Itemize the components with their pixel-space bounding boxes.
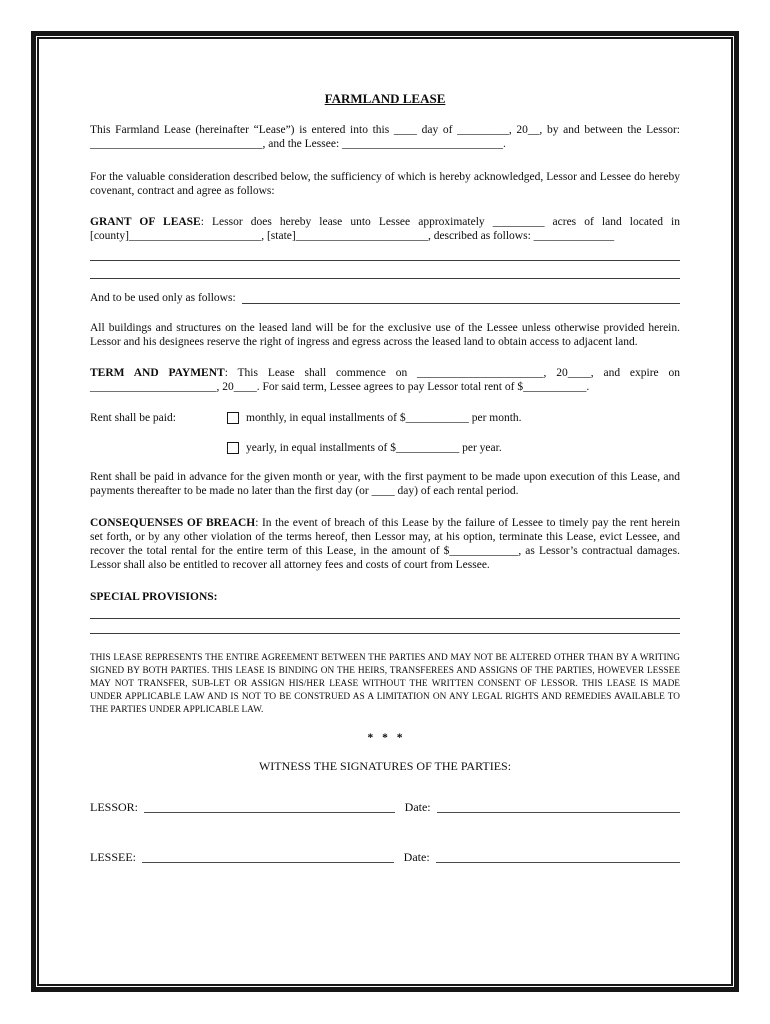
document-body <box>90 92 680 864</box>
lessee-signature-line[interactable] <box>142 850 394 863</box>
advance-paragraph: Rent shall be paid in advance for the given month or year, with the first payment to be made upon execution of this Lease, and payments thereafter to be made no later than the first day (or ____ day) of each rental period. <box>90 471 680 497</box>
grant-heading: GRANT OF LEASE <box>90 216 201 228</box>
lessee-signature-row <box>90 850 680 864</box>
use-label: And to be used only as follows: <box>90 292 236 304</box>
special-provisions-blank-line[interactable] <box>90 619 680 634</box>
yearly-option-label: yearly, in equal installments of $___________ per year. <box>246 442 502 454</box>
rent-label-spacer <box>90 441 227 455</box>
special-provisions-blank-line[interactable] <box>90 604 680 619</box>
description-blank-line[interactable] <box>90 243 680 261</box>
witness-heading: WITNESS THE SIGNATURES OF THE PARTIES: <box>258 759 512 773</box>
lessor-signature-line[interactable] <box>144 800 395 813</box>
lessee-date-line[interactable] <box>436 850 680 863</box>
description-blank-line[interactable] <box>90 261 680 279</box>
rent-option-row-yearly <box>90 441 680 455</box>
lessee-date-label: Date: <box>403 850 430 864</box>
breach-text: : In the event of breach of this Lease by the failure of Lessee to timely pay the rent herein set forth, or by any other violation of the terms hereof, then Lessor may, at his option, terminate this Lease, evict Lessee, and recover the total rental for the entire term of this Lease, in the amount of $____________, as Lessor’s contractual damages. Lessor shall also be entitled to recover all attorney fees and costs of court from Lessee. <box>90 517 680 571</box>
use-blank-line[interactable] <box>242 291 680 304</box>
use-row <box>90 291 680 305</box>
buildings-paragraph: All buildings and structures on the leased land will be for the exclusive use of the Lessee unless otherwise provided herein. Lessor and his designees reserve the right of ingress and egress across the leased land to obtain access to adjacent land. <box>90 322 680 348</box>
entire-agreement-clause: THIS LEASE REPRESENTS THE ENTIRE AGREEMENT BETWEEN THE PARTIES AND MAY NOT BE ALTERED OTHER THAN BY A WRITING SIGNED BY BOTH PARTIES. THIS LEASE IS BINDING ON THE HEIRS, TRANSFEREES AND ASSIGNS OF THE PARTIES, HOWEVER LESSEE MAY NOT TRANSFER, SUB-LET OR ASSIGN HIS/HER LEASE WITHOUT THE WRITTEN CONSENT OF LESSOR. THIS LEASE IS MADE UNDER APPLICABLE LAW AND IS NOT TO BE CONSTRUED AS A LIMITATION ON ANY LEGAL RIGHTS AND REMEDIES AVAILABLE TO THE PARTIES UNDER APPLICABLE LAW. <box>90 653 680 715</box>
asterisk-separator: * * * <box>367 732 403 744</box>
term-text: : This Lease shall commence on ______________________, 20____, and expire on ______________________, 20____. For said term, Lessee agrees to pay Lessor total rent of $___________. <box>90 367 680 393</box>
intro-paragraph: This Farmland Lease (hereinafter “Lease”) is entered into this ____ day of _________, 20__, by and between the Lessor: ______________________________, and the Lessee: ____________________________. <box>90 124 680 150</box>
grant-text: : Lessor does hereby lease unto Lessee approximately _________ acres of land located in [county]_______________________, [state]_______________________, described as follows: ______________ <box>90 216 680 242</box>
rent-paid-label: Rent shall be paid: <box>90 412 176 424</box>
lessee-label: LESSEE: <box>90 850 137 864</box>
lessor-label: LESSOR: <box>90 800 139 814</box>
lessor-signature-row <box>90 800 680 814</box>
monthly-checkbox[interactable] <box>227 412 239 424</box>
term-paragraph <box>90 366 680 394</box>
term-heading: TERM AND PAYMENT <box>90 367 225 379</box>
lessor-date-line[interactable] <box>437 800 680 813</box>
page-title: FARMLAND LEASE <box>324 91 446 106</box>
breach-heading: CONSEQUENSES OF BREACH <box>90 517 256 529</box>
grant-paragraph <box>90 215 680 243</box>
breach-paragraph <box>90 516 680 572</box>
lessor-date-label: Date: <box>404 800 431 814</box>
consideration-paragraph: For the valuable consideration described below, the sufficiency of which is hereby acknowledged, Lessor and Lessee do hereby covenant, contract and agree as follows: <box>90 171 680 197</box>
rent-option-row-monthly <box>90 411 680 425</box>
special-provisions-heading: SPECIAL PROVISIONS: <box>90 591 218 603</box>
monthly-option-label: monthly, in equal installments of $___________ per month. <box>246 412 522 424</box>
yearly-checkbox[interactable] <box>227 442 239 454</box>
